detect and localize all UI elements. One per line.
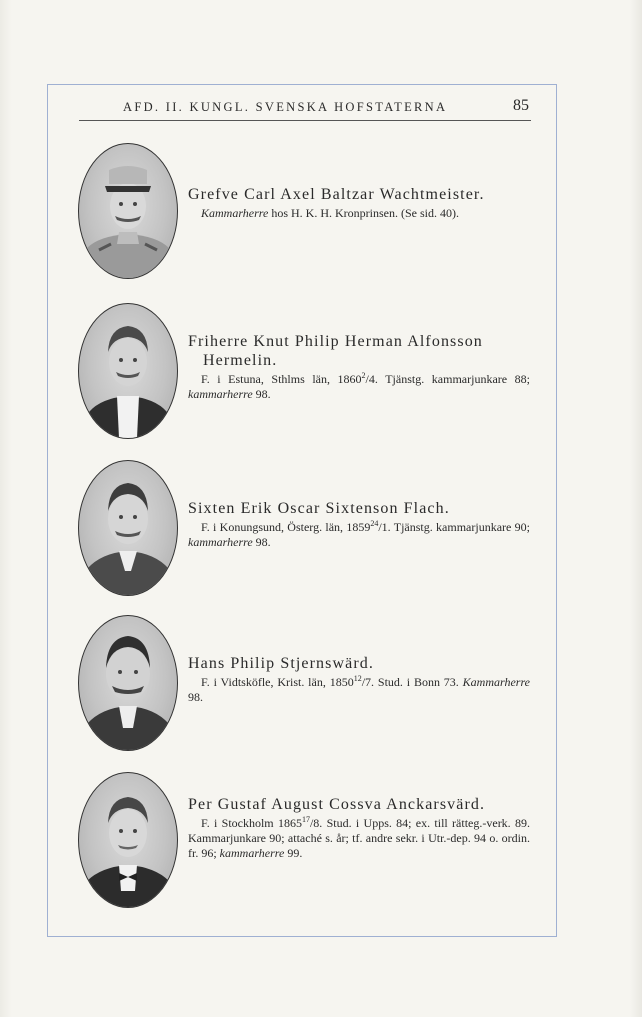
- bio-title: Kammarherre: [462, 675, 530, 689]
- bio-text: /8. Stud. i Upps. 84; ex. till rätteg.-verk. 89. Kammarjunkare 90; attaché s. år; tf. andre sekr. i Utr.-dep. 94 o. ordin. fr. 96;: [188, 816, 530, 860]
- bio-text: 98.: [252, 387, 271, 401]
- entry-anckarsvard: [188, 795, 530, 861]
- entry-flach: [188, 499, 530, 550]
- entry-name: Sixten Erik Oscar Sixtenson Flach.: [188, 500, 450, 517]
- entry-bio: [188, 520, 530, 550]
- entry-hermelin: [188, 332, 530, 402]
- entry-stjernsward: [188, 654, 530, 705]
- entry-name: Friherre Knut Philip Herman Alfonsson: [188, 333, 483, 350]
- page-number: 85: [513, 97, 529, 114]
- header-title: AFD. II. KUNGL. SVENSKA HOFSTATERNA: [123, 100, 448, 114]
- bio-title: kammarherre: [188, 535, 253, 549]
- entry-name-continued: Hermelin.: [203, 352, 278, 369]
- entry-bio: [188, 675, 530, 705]
- portrait-stjernsward: [78, 615, 178, 751]
- bio-text: /1. Tjänstg. kammarjunkare 90;: [378, 520, 530, 534]
- bio-sup: 24: [370, 519, 379, 528]
- bio-title: kammarherre: [188, 387, 253, 401]
- bio-sup: 17: [301, 815, 310, 824]
- bio-title: kammarherre: [219, 846, 285, 860]
- bio-sup: 12: [353, 674, 362, 683]
- entry-bio: [188, 816, 530, 861]
- portrait-anckarsvard: [78, 772, 178, 908]
- bio-title: Kammarherre: [201, 206, 269, 220]
- portrait-wachtmeister: [78, 143, 178, 279]
- entry-name: Grefve Carl Axel Baltzar Wachtmeister.: [188, 186, 485, 203]
- bio-text: F. i Konungsund, Österg. län, 1859: [201, 520, 371, 534]
- bio-text: F. i Stockholm 1865: [201, 816, 302, 830]
- entry-bio: [188, 206, 530, 221]
- entry-bio: [188, 372, 530, 402]
- bio-sup: 2: [361, 371, 366, 380]
- bio-text: /7. Stud. i Bonn 73.: [361, 675, 463, 689]
- bio-text: F. i Vidtsköfle, Krist. län, 1850: [201, 675, 354, 689]
- portrait-hermelin: [78, 303, 178, 439]
- bio-text: 99.: [284, 846, 303, 860]
- portrait-flach: [78, 460, 178, 596]
- entry-name: Per Gustaf August Cossva Anckarsvärd.: [188, 796, 486, 813]
- entry-name: Hans Philip Stjernswärd.: [188, 655, 374, 672]
- bio-text: 98.: [252, 535, 271, 549]
- bio-text: 98.: [188, 690, 203, 704]
- bio-text: hos H. K. H. Kronprinsen. (Se sid. 40).: [268, 206, 459, 220]
- running-header: [79, 96, 531, 121]
- entry-wachtmeister: [188, 185, 530, 221]
- bio-text: F. i Estuna, Sthlms län, 1860: [201, 372, 362, 386]
- bio-text: /4. Tjänstg. kammarjunkare 88;: [365, 372, 530, 386]
